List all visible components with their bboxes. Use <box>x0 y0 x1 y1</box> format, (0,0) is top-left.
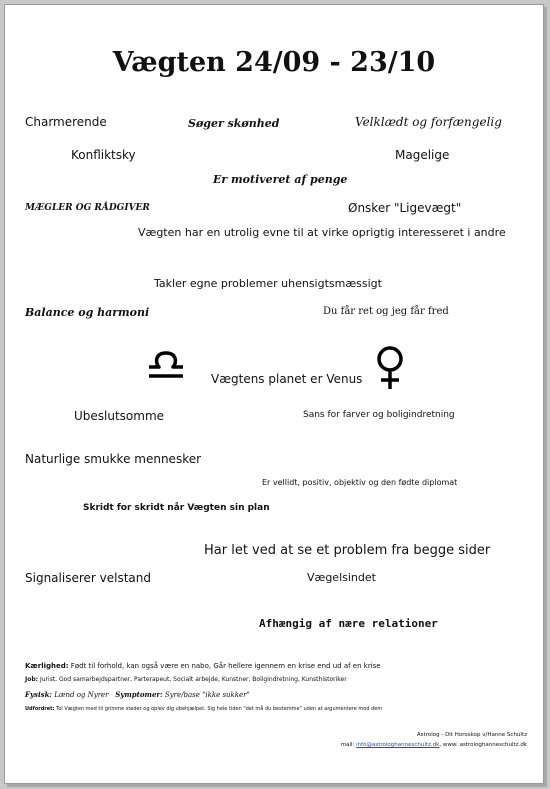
footer-fysisk <box>25 690 250 699</box>
symptomer-text: Syre/base "ikke sukker" <box>164 691 250 699</box>
phrase-du-faar: Du får ret og jeg får fred <box>323 306 449 317</box>
fysisk-label: Fysisk: <box>25 690 53 699</box>
phrase-afhaengig: Afhængig af nære relationer <box>259 617 438 630</box>
kaerlighed-text: Født til forhold, kan også være en nabo, Går hellere igennem en krise end ud af en krise <box>70 662 381 670</box>
footer-contact <box>341 742 527 748</box>
fysisk-text: Lænd og Nyrer <box>54 691 109 699</box>
udfordret-text: Tol Vægten med til grimme steder og oplev dig ubehjælpet. Sig hele tiden "det må du bestemme" uden at argumentere mod dem <box>56 706 383 712</box>
phrase-maegler: MÆGLER OG RÅDGIVER <box>25 203 150 213</box>
phrase-sans: Sans for farver og boligindretning <box>303 410 455 420</box>
udfordret-label: Udfordret: <box>25 706 55 712</box>
phrase-evne: Vægten har en utrolig evne til at virke oprigtig interesseret i andre <box>138 226 506 239</box>
phrase-magelige: Magelige <box>395 148 450 162</box>
symptomer-label: Symptomer: <box>115 690 163 699</box>
page-title: Vægten 24/09 - 23/10 <box>112 47 436 78</box>
phrase-takler: Takler egne problemer uhensigtsmæssigt <box>154 277 382 290</box>
phrase-vellidt: Er vellidt, positiv, objektiv og den fødte diplomat <box>262 478 458 487</box>
footer-udfordret <box>25 706 382 712</box>
phrase-har-let: Har let ved at se et problem fra begge sider <box>204 543 491 558</box>
libra-symbol-icon <box>145 349 187 379</box>
phrase-naturlige: Naturlige smukke mennesker <box>25 452 202 466</box>
phrase-soeger-skoenhed: Søger skønhed <box>188 117 280 130</box>
www-label: , www: <box>439 742 458 748</box>
phrase-signaliserer: Signaliserer velstand <box>25 571 151 585</box>
job-label: Job: <box>25 676 39 683</box>
phrase-velklaedt: Velklædt og forfængelig <box>355 115 502 129</box>
kaerlighed-label: Kærlighed: <box>25 662 69 670</box>
phrase-skridt: Skridt for skridt når Vægten sin plan <box>83 503 270 513</box>
phrase-motiveret: Er motiveret af penge <box>213 173 348 186</box>
venus-symbol-icon <box>374 345 406 391</box>
phrase-planet: Vægtens planet er Venus <box>211 372 363 386</box>
phrase-konfliktsky: Konfliktsky <box>71 148 136 162</box>
job-text: Jurist, God samarbejdspartner, Parterapeut, Socialt arbejde, Kunstner, Boligindretning, Kunsthistoriker <box>39 676 347 683</box>
www-text: astrologhanneschultz.dk <box>459 742 527 748</box>
footer-kaerlighed <box>25 662 381 670</box>
email-link[interactable]: info@astrologhanneschultz.dk <box>356 742 440 748</box>
footer-credit: Astrolog - Dit Horoskop v/Hanne Schultz <box>416 732 527 738</box>
phrase-onsker: Ønsker "Ligevægt" <box>348 201 462 215</box>
email-label: mail: <box>340 742 355 748</box>
phrase-ubeslutsomme: Ubeslutsomme <box>74 409 165 423</box>
phrase-charmerende: Charmerende <box>25 115 107 129</box>
phrase-vaegelsindet: Vægelsindet <box>307 571 376 584</box>
phrase-balance: Balance og harmoni <box>25 306 150 319</box>
footer-job <box>25 676 347 683</box>
document-page <box>4 4 544 784</box>
